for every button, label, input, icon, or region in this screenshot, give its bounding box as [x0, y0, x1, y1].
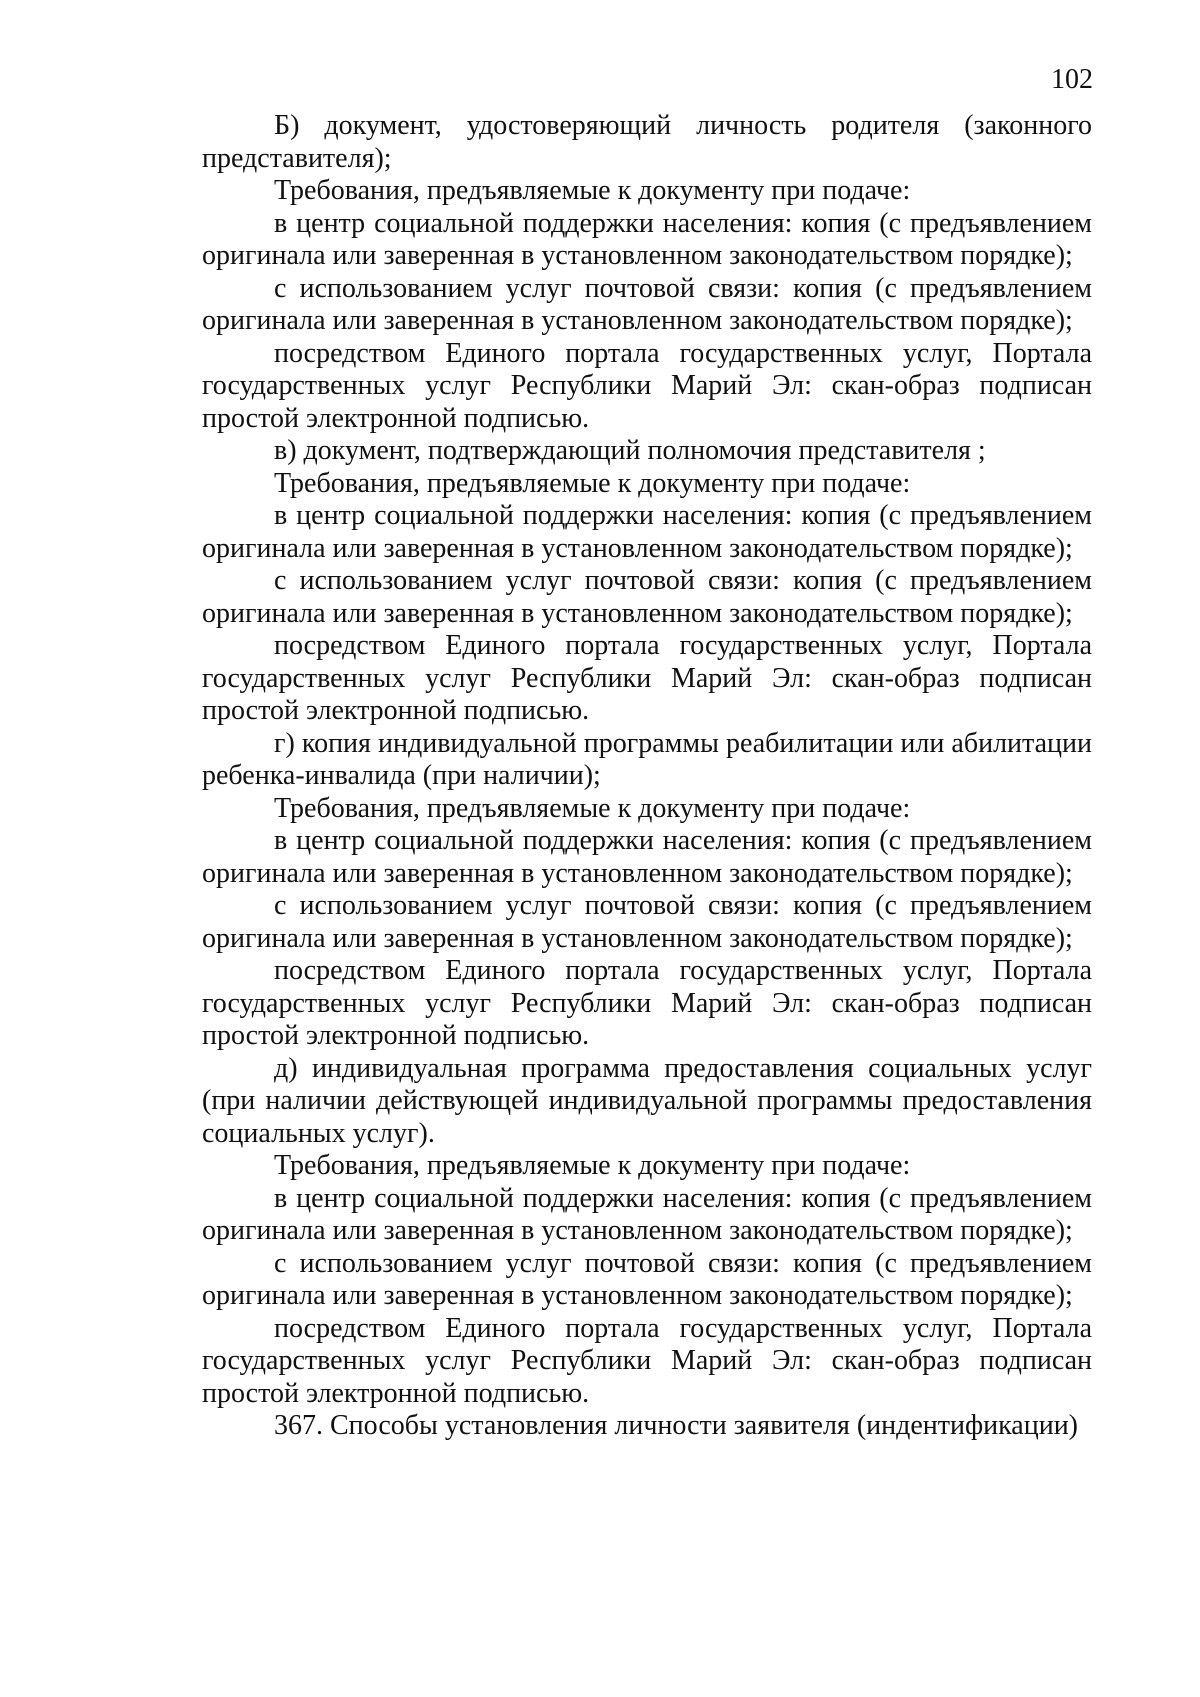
paragraph-requirement-social-center: в центр социальной поддержки населения: копия (с предъявлением оригинала или заверенная в установленном законодательством порядке);	[202, 1182, 1092, 1246]
paragraph-requirement-social-center: в центр социальной поддержки населения: копия (с предъявлением оригинала или заверенная в установленном законодательством порядке);	[202, 207, 1092, 271]
paragraph-representative-authority: в) документ, подтверждающий полномочия представителя ;	[274, 435, 986, 466]
paragraph-requirement-postal: с использованием услуг почтовой связи: копия (с предъявлением оригинала или заверенная в установленном законодательством порядке);	[202, 565, 1092, 629]
paragraph-requirement-portal: посредством Единого портала государственных услуг, Портала государственных услуг Республики Марий Эл: скан-образ подписан простой электронной подписью.	[202, 337, 1092, 434]
paragraph-requirement-postal: с использованием услуг почтовой связи: копия (с предъявлением оригинала или заверенная в установленном законодательством порядке);	[202, 272, 1092, 336]
paragraph-requirements-heading: Требования, предъявляемые к документу при подаче:	[274, 175, 911, 206]
paragraph-identification-methods: 367. Способы установления личности заявителя (индентификации)	[274, 1410, 1079, 1441]
paragraph-social-services-program: д) индивидуальная программа предоставления социальных услуг (при наличии действующей индивидуальной программы предоставления социальных услуг).	[202, 1052, 1092, 1149]
paragraph-requirement-postal: с использованием услуг почтовой связи: копия (с предъявлением оригинала или заверенная в установленном законодательством порядке);	[202, 890, 1092, 954]
paragraph-requirement-portal: посредством Единого портала государственных услуг, Портала государственных услуг Республики Марий Эл: скан-образ подписан простой электронной подписью.	[202, 630, 1092, 726]
paragraph-requirements-heading: Требования, предъявляемые к документу при подаче:	[274, 467, 911, 499]
paragraph-requirement-postal: с использованием услуг почтовой связи: копия (с предъявлением оригинала или заверенная в установленном законодательством порядке);	[202, 1247, 1092, 1311]
paragraph-parent-id-document: Б) документ, удостоверяющий личность родителя (законного представителя);	[202, 110, 1092, 174]
paragraph-requirement-portal: посредством Единого портала государственных услуг, Портала государственных услуг Республики Марий Эл: скан-образ подписан простой электронной подписью.	[202, 955, 1092, 1051]
paragraph-rehabilitation-program: г) копия индивидуальной программы реабилитации или абилитации ребенка-инвалида (при наличии);	[202, 727, 1092, 791]
paragraph-requirements-heading: Требования, предъявляемые к документу при подаче:	[274, 792, 911, 824]
paragraph-requirement-social-center: в центр социальной поддержки населения: копия (с предъявлением оригинала или заверенная в установленном законодательством порядке);	[202, 500, 1092, 564]
paragraph-requirement-portal: посредством Единого портала государственных услуг, Портала государственных услуг Республики Марий Эл: скан-образ подписан простой электронной подписью.	[202, 1312, 1092, 1409]
paragraph-requirements-heading: Требования, предъявляемые к документу при подаче:	[274, 1150, 911, 1181]
paragraph-requirement-social-center: в центр социальной поддержки населения: копия (с предъявлением оригинала или заверенная в установленном законодательством порядке);	[202, 825, 1092, 889]
page-number: 102	[1051, 64, 1093, 95]
document-body	[202, 110, 1092, 1443]
